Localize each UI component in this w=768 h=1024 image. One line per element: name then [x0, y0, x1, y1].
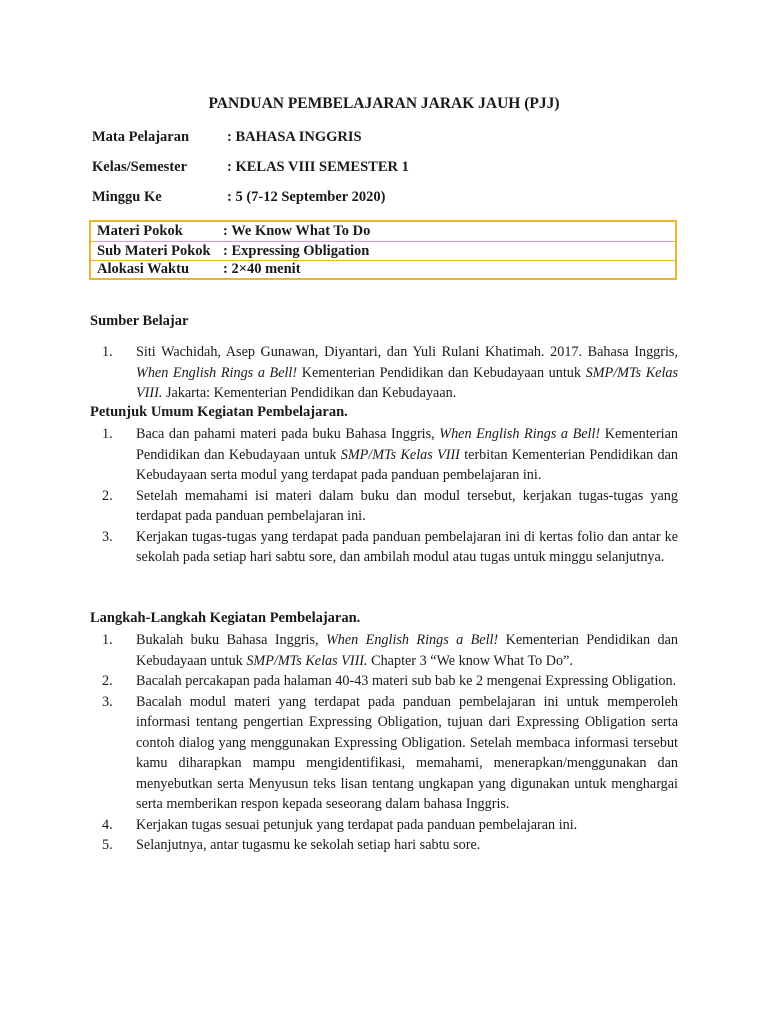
item-text: Jakarta: Kementerian Pendidikan dan Kebudayaan.: [162, 385, 457, 401]
meta-row-subject: [92, 129, 362, 146]
meta-row-class: [92, 159, 409, 176]
list-item: [90, 815, 678, 836]
item-italic: When English Rings a Bell!: [325, 632, 499, 648]
topic-box: [89, 220, 677, 280]
list-number: 1.: [102, 344, 113, 360]
list-number: 4.: [102, 816, 113, 833]
list-number: 2.: [102, 487, 113, 504]
box-label: Materi Pokok: [97, 223, 183, 239]
list-item: [90, 342, 678, 404]
list-number: 3.: [102, 693, 113, 710]
item-italic: When English Rings a Bell!: [439, 426, 601, 442]
list-number: 1.: [102, 426, 113, 442]
item-italic: When English Rings a Bell!: [136, 364, 298, 381]
list-item: [90, 630, 678, 671]
sumber-list: [90, 342, 678, 404]
item-text: Kerjakan tugas-tugas yang terdapat pada panduan pembelajaran ini di kertas folio dan antar ke sekolah pada setiap hari sabtu sore, dan ambilah modul atau tugas untuk minggu selanjutnya.: [136, 528, 678, 565]
item-text: Siti Wachidah, Asep Gunawan, Diyantari, dan Yuli Rulani Khatimah. 2017. Bahasa Inggris,: [136, 344, 678, 360]
meta-label: Kelas/Semester: [92, 159, 188, 175]
petunjuk-list: [90, 424, 678, 568]
sumber-heading: Sumber Belajar: [90, 313, 189, 329]
item-text: Bacalah modul materi yang terdapat pada panduan pembelajaran ini untuk memperoleh informasi tentang pengertian Expressing Obligation, tujuan dari Expressing Obligation serta contoh dialog yang menggunakan Expressing Obligation. Setelah membaca informasi tersebut kamu diharapkan mampu mengidentifikasi, memahami, menerapkan/menggunakan dan menyebutkan serta Menyusun teks lisan tentang ungkapan yang digunakan untuk menghargai serta memberikan respon kepada seseorang dalam bahasa Inggris.: [136, 693, 678, 812]
item-text: terbitan Kementerian Pendidikan dan Kebudayaan serta modul yang terdapat pada panduan pembelajaran ini.: [136, 446, 679, 483]
item-text: Kementerian Pendidikan dan Kebudayaan untuk: [136, 632, 678, 669]
item-text: Kementerian Pendidikan dan Kebudayaan untuk: [297, 364, 586, 381]
list-item: [90, 424, 678, 486]
langkah-list: [90, 630, 678, 856]
item-text: Bukalah buku Bahasa Inggris,: [136, 632, 326, 648]
item-text: Selanjutnya, antar tugasmu ke sekolah setiap hari sabtu sore.: [136, 837, 481, 853]
box-row-subtopic: [97, 242, 369, 261]
item-text: Kerjakan tugas sesuai petunjuk yang terdapat pada panduan pembelajaran ini.: [136, 816, 578, 833]
list-item: [90, 692, 678, 815]
box-value: : Expressing Obligation: [223, 243, 370, 259]
item-italic: SMP/MTs Kelas VIII: [340, 446, 460, 463]
box-value: : 2×40 menit: [223, 261, 301, 277]
petunjuk-heading: Petunjuk Umum Kegiatan Pembelajaran.: [90, 404, 348, 420]
box-label: Sub Materi Pokok: [97, 243, 211, 259]
langkah-heading: Langkah-Langkah Kegiatan Pembelajaran.: [90, 610, 361, 626]
item-italic: SMP/MTs Kelas VIII.: [246, 652, 368, 669]
list-item: [90, 835, 678, 856]
meta-row-week: [92, 189, 385, 206]
item-text: Baca dan pahami materi pada buku Bahasa Inggris,: [136, 426, 440, 442]
box-value: : We Know What To Do: [223, 223, 371, 239]
meta-label: Mata Pelajaran: [92, 129, 190, 145]
list-item: [90, 527, 678, 568]
box-label: Alokasi Waktu: [97, 261, 190, 277]
list-number: 1.: [102, 632, 113, 648]
box-row-time: [97, 260, 301, 279]
item-text: Kementerian Pendidikan dan Kebudayaan untuk: [136, 426, 679, 463]
list-number: 2.: [102, 673, 113, 689]
meta-value: : 5 (7-12 September 2020): [227, 189, 386, 205]
item-italic: SMP/MTs Kelas VIII.: [136, 364, 679, 401]
list-number: 3.: [102, 528, 113, 545]
item-text: Bacalah percakapan pada halaman 40-43 materi sub bab ke 2 mengenai Expressing Obligation.: [136, 673, 677, 689]
list-item: [90, 671, 678, 692]
list-number: 5.: [102, 837, 113, 853]
item-text: Chapter 3 “We know What To Do”.: [367, 652, 573, 669]
item-text: Setelah memahami isi materi dalam buku dan modul tersebut, kerjakan tugas-tugas yang terdapat pada panduan pembelajaran ini.: [136, 487, 678, 524]
meta-value: : KELAS VIII SEMESTER 1: [227, 159, 409, 175]
list-item: [90, 486, 678, 527]
meta-value: : BAHASA INGGRIS: [227, 129, 362, 145]
box-row-topic: [97, 222, 370, 241]
page-title: PANDUAN PEMBELAJARAN JARAK JAUH (PJJ): [208, 95, 560, 112]
meta-label: Minggu Ke: [92, 189, 162, 205]
